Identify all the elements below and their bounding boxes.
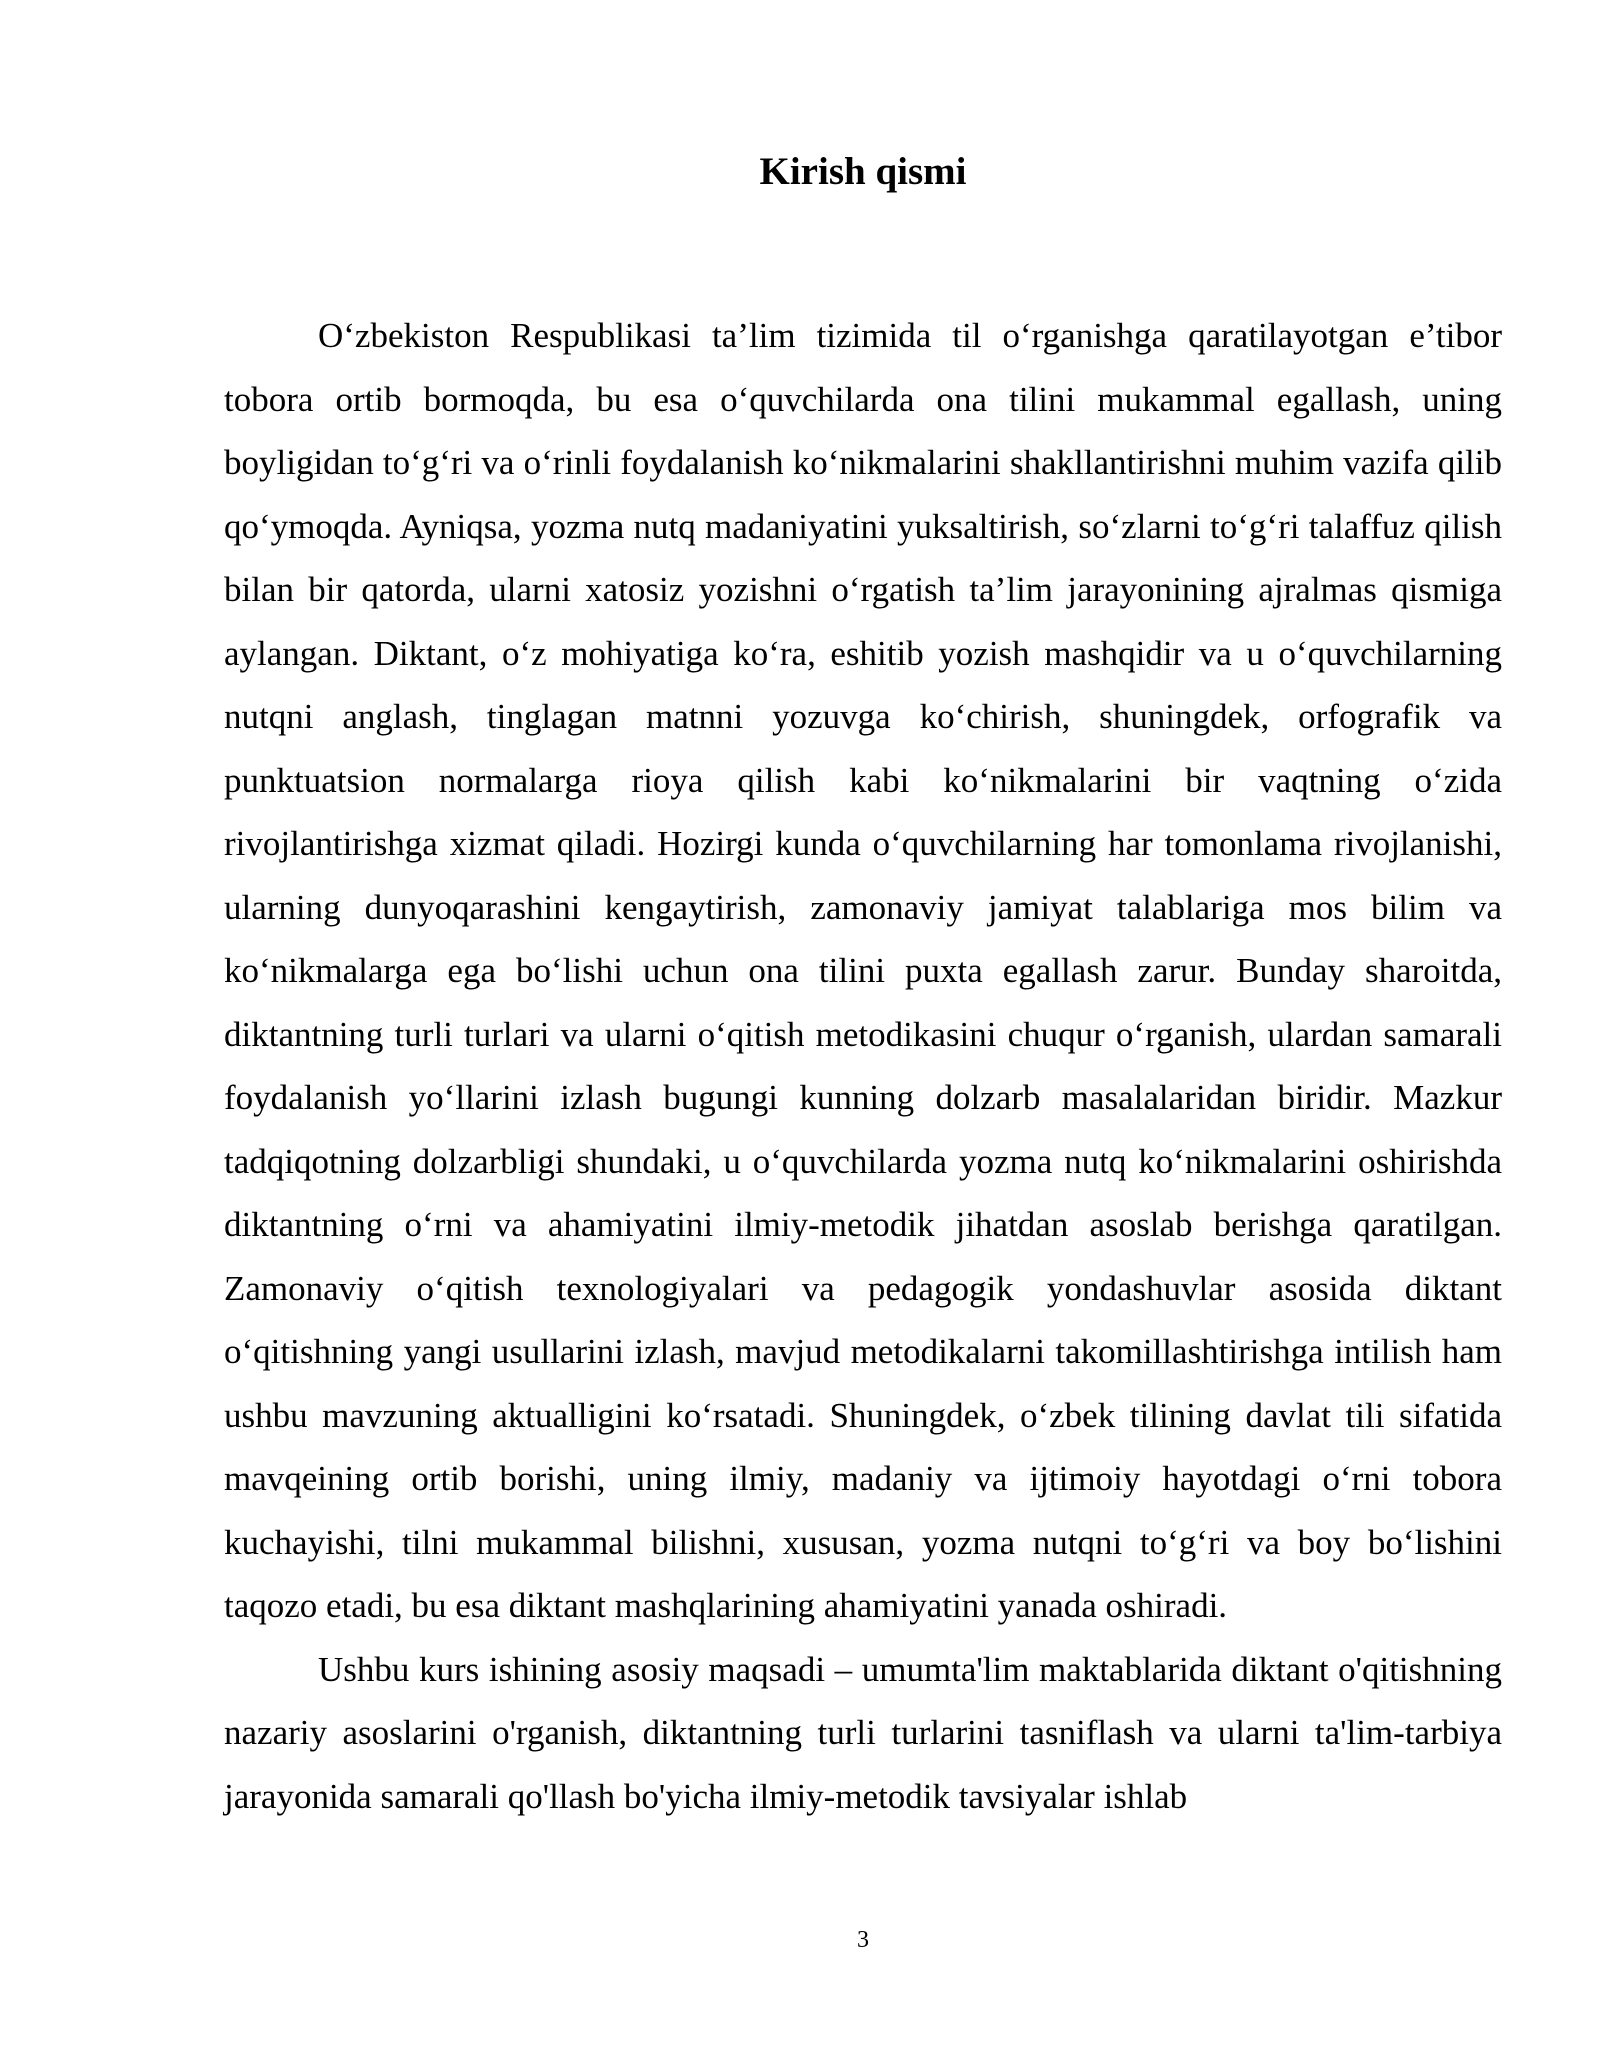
body-text [224,304,1502,1828]
paragraph-introduction: O‘zbekiston Respublikasi ta’lim tizimida til o‘rganishga qaratilayotgan e’tibor tobora ortib bormoqda, bu esa o‘quvchilarda ona tilini mukammal egallash, uning boyligidan to‘g‘ri va o‘rinli foydalanish ko‘nikmalarini shakllantirishni muhim vazifa qilib qo‘ymoqda. Ayniqsa, yozma nutq madaniyatini yuksaltirish, so‘zlarni to‘g‘ri talaffuz qilish bilan bir qatorda, ularni xatosiz yozishni o‘rgatish ta’lim jarayonining ajralmas qismiga aylangan. Diktant, o‘z mohiyatiga ko‘ra, eshitib yozish mashqidir va u o‘quvchilarning nutqni anglash, tinglagan matnni yozuvga ko‘chirish, shuningdek, orfografik va punktuatsion normalarga rioya qilish kabi ko‘nikmalarini bir vaqtning o‘zida rivojlantirishga xizmat qiladi. Hozirgi kunda o‘quvchilarning har tomonlama rivojlanishi, ularning dunyoqarashini kengaytirish, zamonaviy jamiyat talablariga mos bilim va ko‘nikmalarga ega bo‘lishi uchun ona tilini puxta egallash zarur. Bunday sharoitda, diktantning turli turlari va ularni o‘qitish metodikasini chuqur o‘rganish, ulardan samarali foydalanish yo‘llarini izlash bugungi kunning dolzarb masalalaridan biridir. Mazkur tadqiqotning dolzarbligi shundaki, u o‘quvchilarda yozma nutq ko‘nikmalarini oshirishda diktantning o‘rni va ahamiyatini ilmiy-metodik jihatdan asoslab berishga qaratilgan. Zamonaviy o‘qitish texnologiyalari va pedagogik yondashuvlar asosida diktant o‘qitishning yangi usullarini izlash, mavjud metodikalarni takomillashtirishga intilish ham ushbu mavzuning aktualligini ko‘rsatadi. Shuningdek, o‘zbek tilining davlat tili sifatida mavqeining ortib borishi, uning ilmiy, madaniy va ijtimoiy hayotdagi o‘rni tobora kuchayishi, tilni mukammal bilishni, xususan, yozma nutqni to‘g‘ri va boy bo‘lishini taqozo etadi, bu esa diktant mashqlarining ahamiyatini yanada oshiradi. [224,316,1502,1625]
section-title: Kirish qismi [759,150,967,193]
page-number: 3 [857,1927,869,1953]
paragraph-aim: Ushbu kurs ishining asosiy maqsadi – umumta'lim maktablarida diktant o'qitishning nazariy asoslarini o'rganish, diktantning turli turlarini tasniflash va ularni ta'lim-tarbiya jarayonida samarali qo'llash bo'yicha ilmiy-metodik tavsiyalar ishlab [224,1649,1502,1816]
